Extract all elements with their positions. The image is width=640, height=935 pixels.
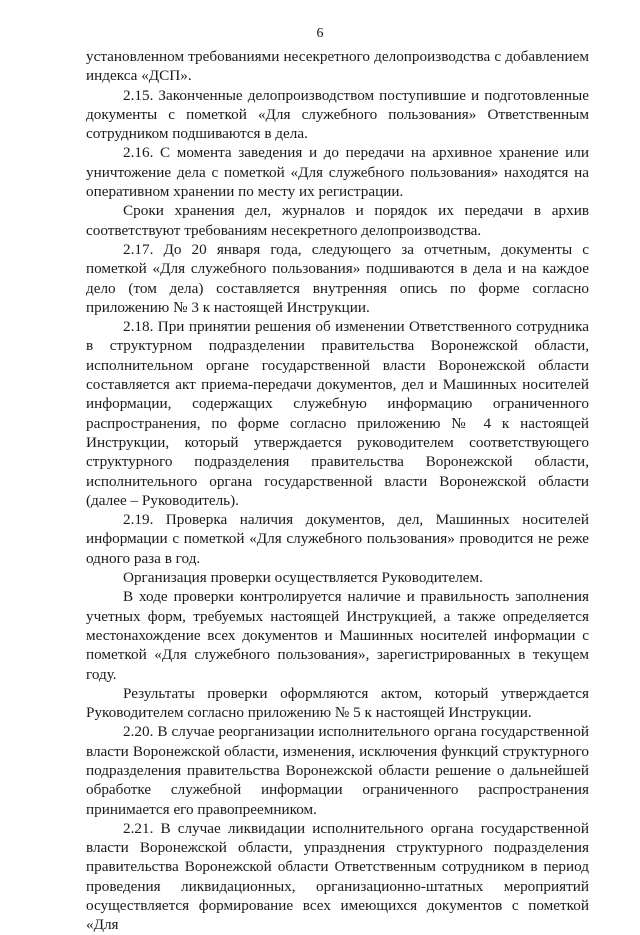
paragraph-inspection-results: Результаты проверки оформляются актом, который утверждается Руководителем согласно приложению № 5 к настоящей Инструкции. [86, 684, 589, 722]
paragraph-inspection-scope: В ходе проверки контролируется наличие и правильность заполнения учетных форм, требуемых настоящей Инструкцией, а также определяется местонахождение всех документов и Машинных носителей информации с пометкой «Для служебного пользования», зарегистрированных в текущем году. [86, 588, 589, 683]
paragraph-storage-terms: Сроки хранения дел, журналов и порядок их передачи в архив соответствуют требованиям несекретного делопроизводства. [86, 202, 589, 239]
paragraph-2-16: 2.16. С момента заведения и до передачи на архивное хранение или уничтожение дела с пометкой «Для служебного пользования» находятся на оперативном хранении по месту их регистрации. [86, 144, 589, 201]
paragraph-2-15: 2.15. Законченные делопроизводством поступившие и подготовленные документы с пометкой «Для служебного пользования» Ответственным сотрудником подшиваются в дела. [86, 86, 589, 143]
page-number: 6 [316, 26, 324, 41]
paragraph-2-17: 2.17. До 20 января года, следующего за отчетным, документы с пометкой «Для служебного пользования» подшиваются в дела и на каждое дело (том дела) составляется внутренняя опись по форме согласно приложению № 3 к настоящей Инструкции. [86, 240, 589, 316]
paragraph-continuation: установленном требованиями несекретного делопроизводства с добавлением индекса «ДСП». [86, 48, 589, 85]
paragraph-2-21: 2.21. В случае ликвидации исполнительного органа государственной власти Воронежской области, упразднения структурного подразделения правительства Воронежской области Ответственным сотрудником в период проведения ликвидационных, организационно-штатных мероприятий осуществляется формирование всех имеющихся документов с пометкой «Для [86, 819, 589, 934]
document-body [86, 47, 589, 935]
paragraph-2-18: 2.18. При принятии решения об изменении Ответственного сотрудника в структурном подразделении правительства Воронежской области, исполнительном органе государственной власти Воронежской области составляется акт приема-передачи документов, дел и Машинных носителей информации, содержащих служебную информацию ограниченного распространения, по форме согласно приложению № 4 к настоящей Инструкции, который утверждается руководителем соответствующего структурного подразделения правительства Воронежской области, исполнительного органа государственной власти Воронежской области (далее – Руководитель). [86, 318, 589, 509]
paragraph-inspection-organization: Организация проверки осуществляется Руководителем. [123, 569, 483, 587]
paragraph-2-19: 2.19. Проверка наличия документов, дел, Машинных носителей информации с пометкой «Для служебного пользования» проводится не реже одного раза в год. [86, 511, 589, 567]
paragraph-2-20: 2.20. В случае реорганизации исполнительного органа государственной власти Воронежской области, изменения, исключения функций структурного подразделения правительства Воронежской области решение о дальнейшей обработке служебной информации ограниченного распространения принимается его правопреемником. [86, 723, 589, 818]
